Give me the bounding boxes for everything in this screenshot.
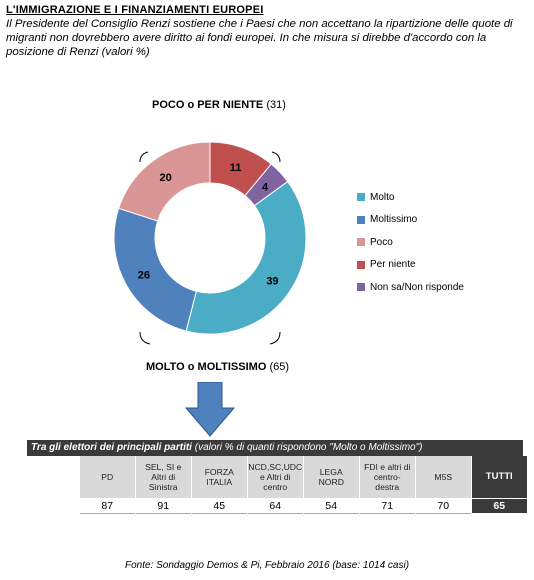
party-value: 87 xyxy=(80,499,135,514)
slice-value-label: 20 xyxy=(159,171,172,184)
slice-molto xyxy=(186,182,306,334)
legend-label: Non sa/Non risponde xyxy=(370,281,464,293)
legend-swatch xyxy=(357,193,365,201)
legend-swatch xyxy=(357,238,365,246)
legend-swatch xyxy=(357,283,365,291)
legend-item xyxy=(357,231,464,254)
bottom-group-label xyxy=(146,361,289,373)
table-header-bold: Tra gli elettori dei principali partiti xyxy=(31,442,192,453)
slice-value-label: 4 xyxy=(261,181,269,194)
top-group-text: POCO o PER NIENTE xyxy=(152,99,264,111)
party-value: 45 xyxy=(192,499,247,514)
bottom-bracket xyxy=(140,332,150,344)
party-value: 54 xyxy=(304,499,359,514)
source-note: Fonte: Sondaggio Demos & Pi, Febbraio 2016 (base: 1014 casi) xyxy=(124,560,410,571)
party-name: TUTTI xyxy=(472,456,527,498)
party-value: 71 xyxy=(360,499,415,514)
legend-label: Molto xyxy=(370,191,395,203)
party-column xyxy=(304,456,359,514)
legend-swatch xyxy=(357,261,365,269)
legend-label: Poco xyxy=(370,236,393,248)
bottom-group-text: MOLTO o MOLTISSIMO xyxy=(146,361,267,373)
top-bracket-right xyxy=(272,152,280,162)
party-name: FDI e altri di centro- destra xyxy=(360,456,415,498)
party-name: M5S xyxy=(416,456,471,498)
slice-value-label: 39 xyxy=(266,275,279,288)
bottom-bracket-right xyxy=(270,332,280,344)
legend-item xyxy=(357,209,464,232)
chart-legend xyxy=(357,186,464,299)
party-table xyxy=(80,456,528,514)
page-title: L'IMMIGRAZIONE E I FINANZIAMENTI EUROPEI xyxy=(6,4,264,16)
top-group-pct: (31) xyxy=(266,99,286,111)
top-group-label xyxy=(152,99,286,111)
legend-label: Per niente xyxy=(370,259,416,271)
party-name: LEGA NORD xyxy=(304,456,359,498)
party-value: 64 xyxy=(248,499,303,514)
party-name: SEL, SI e Altri di Sinistra xyxy=(136,456,191,498)
survey-question: Il Presidente del Consiglio Renzi sostiene che i Paesi che non accettano la ripartizione delle quote di migranti non dovrebbero avere diritto ai fondi europei. In che misura si direbbe d'accordo con la posizione di Renzi (valori %) xyxy=(6,18,513,58)
party-column xyxy=(416,456,471,514)
party-column xyxy=(360,456,415,514)
legend-swatch xyxy=(357,216,365,224)
down-arrow-icon xyxy=(184,382,236,438)
party-column xyxy=(472,456,527,514)
legend-item xyxy=(357,254,464,277)
table-header xyxy=(27,440,523,456)
party-column xyxy=(248,456,303,514)
donut-chart xyxy=(100,120,320,360)
legend-item xyxy=(357,186,464,209)
party-column xyxy=(136,456,191,514)
legend-label: Moltissimo xyxy=(370,214,418,226)
party-value: 70 xyxy=(416,499,471,514)
top-bracket xyxy=(140,152,148,162)
party-name: NCD,SC,UDC e Altri di centro xyxy=(248,456,303,498)
slice-value-label: 26 xyxy=(137,269,150,282)
party-name: PD xyxy=(80,456,135,498)
table-header-desc: (valori % di quanti rispondono "Molto o Moltissimo") xyxy=(194,442,423,453)
party-value: 65 xyxy=(472,499,527,513)
bottom-group-pct: (65) xyxy=(269,361,290,373)
slice-value-label: 11 xyxy=(229,161,242,174)
slice-moltissimo xyxy=(114,208,196,331)
party-column xyxy=(192,456,247,514)
legend-item xyxy=(357,276,464,299)
party-name: FORZA ITALIA xyxy=(192,456,247,498)
party-column xyxy=(80,456,135,514)
party-value: 91 xyxy=(136,499,191,514)
